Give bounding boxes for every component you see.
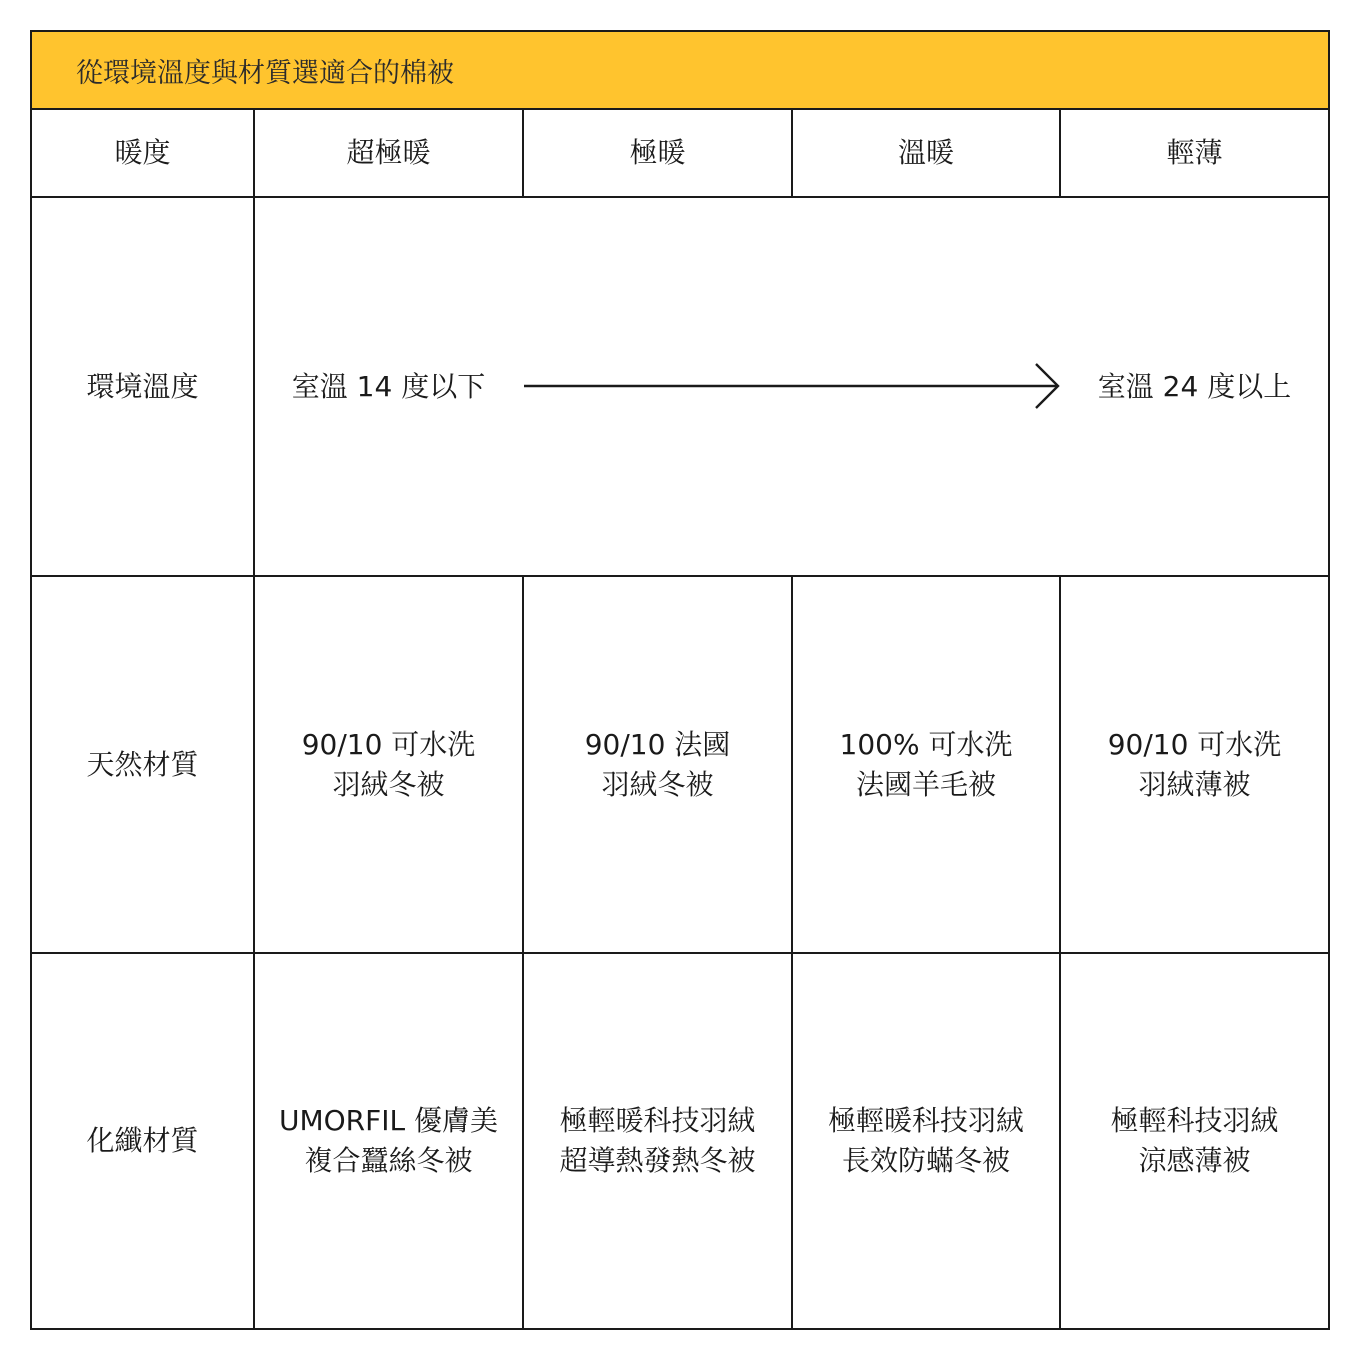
header-level-extra-warm: 極暖 xyxy=(629,136,686,169)
product-line: 100% 可水洗 xyxy=(839,727,1013,761)
natural-product-cell xyxy=(1061,577,1328,952)
synthetic-product-cell xyxy=(1061,954,1328,1328)
table-title: 從環境溫度與材質選適合的棉被 xyxy=(32,32,1328,110)
synthetic-product-cell xyxy=(793,954,1059,1328)
natural-product-cell xyxy=(524,577,791,952)
synthetic-row-label: 化纖材質 xyxy=(86,1124,199,1157)
synthetic-product-cell xyxy=(255,954,522,1328)
product-line: 極輕暖科技羽絨 xyxy=(827,1104,1024,1137)
natural-row-label: 天然材質 xyxy=(86,747,199,781)
temperature-row-label: 環境溫度 xyxy=(86,369,199,403)
natural-product-cell xyxy=(255,577,522,952)
product-line: 羽絨冬被 xyxy=(601,767,714,801)
header-level-super-warm: 超極暖 xyxy=(346,136,431,169)
comparison-table xyxy=(30,30,1330,1330)
product-line: 羽絨薄被 xyxy=(1138,767,1251,801)
product-line: 90/10 可水洗 xyxy=(1107,727,1282,761)
product-line: 超導熱發熱冬被 xyxy=(559,1144,756,1177)
header-level-warm: 溫暖 xyxy=(897,136,954,169)
product-line: 極輕科技羽絨 xyxy=(1110,1104,1279,1137)
product-line: 複合蠶絲冬被 xyxy=(304,1144,473,1177)
product-line: 90/10 法國 xyxy=(584,727,731,761)
right-arrow-icon xyxy=(522,359,1064,413)
product-line: 極輕暖科技羽絨 xyxy=(559,1104,756,1137)
product-line: 長效防蟎冬被 xyxy=(841,1144,1010,1177)
natural-product-cell xyxy=(793,577,1059,952)
synthetic-product-cell xyxy=(524,954,791,1328)
product-line: 90/10 可水洗 xyxy=(301,727,476,761)
product-line: 涼感薄被 xyxy=(1138,1144,1251,1177)
temperature-end: 室溫 24 度以上 xyxy=(1097,369,1292,403)
product-line: UMORFIL 優膚美 xyxy=(278,1104,498,1137)
temperature-start: 室溫 14 度以下 xyxy=(291,369,486,403)
product-line: 羽絨冬被 xyxy=(332,767,445,801)
product-line: 法國羊毛被 xyxy=(855,767,996,801)
header-level-light: 輕薄 xyxy=(1166,136,1223,169)
header-row-label: 暖度 xyxy=(114,136,171,169)
